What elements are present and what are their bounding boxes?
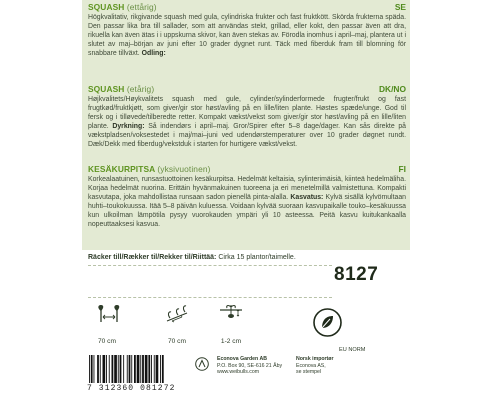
barcode-bar: [120, 355, 122, 383]
section-header: [88, 2, 406, 12]
divider: [88, 265, 332, 266]
language-code: DK/NO: [379, 84, 406, 94]
section-body: [88, 95, 406, 150]
section-text: Högkvalitativ, rikgivande squash med gula, cylindriska frukter och fast fruktkött. Skörda frukterna späda. Den passar lika bra till sallader, som att användas stekt, grillad, eller kokt, den passar även att dra, rikuella kan även ätas i i uppskurna skivor, kan även stekas av. Förodla inomhus i april–maj, plantera ut i slutet av maj–början av juni efter 10 grader dygnet runt. Täck med fiberduk fram till blomning för snabbare tillväxt.: [88, 14, 406, 58]
barcode-bar: [112, 355, 114, 383]
section-title: KESÄKURPITSA (yksivuotinen): [88, 164, 211, 174]
importer-note: se stempel: [296, 369, 322, 376]
section-title: SQUASH (ettårig): [88, 2, 157, 12]
section-header: [88, 164, 406, 174]
importer-name: Econova AS,: [296, 362, 326, 369]
section-title: SQUASH (etårig): [88, 84, 155, 94]
row-spacing-caption: 70 cm: [98, 338, 116, 345]
section-text: Korkealaatuinen, runsastuottoinen kesäkurpitsa. Hedelmät keltaisia, sylinterimäisiä, kiinteä hedelmäliha. Korjaa hedelmät nuorina. Erittäin hyvänmakuinen tuoreena ja eri menetelmillä valmistettuna. Kompakti kasvutapa, joka mahdollistaa runsaan sadon pienellä pinta-alalla.: [88, 176, 406, 202]
barcode-bar: [114, 355, 117, 383]
weibulls-logo: [195, 357, 209, 371]
barcode-bar: [156, 355, 159, 383]
row-spacing-icon: [96, 302, 122, 324]
section-fi: [88, 164, 406, 230]
section-se: [88, 2, 406, 58]
plant-count-row: [88, 254, 296, 261]
barcode-bar: [129, 355, 131, 383]
barcode-bar: [154, 355, 155, 383]
barcode-bar: [118, 355, 119, 383]
section-text: Så indendørs i april–maj. Gror/Spirer efter 5–8 dage/dager. Kan sås direkte på vækstpladsen/voksestedet i maj/mai–juni ved udendørstemperaturer over 10 grader døgnet rundt. Dæk/Dekk med fiberdug/vekstduk i starten for hurtigere vækst/vekst.: [88, 123, 406, 149]
barcode-bar: [127, 355, 128, 383]
section-keyword: Odling:: [141, 50, 166, 58]
product-code: 8127: [334, 264, 379, 285]
barcode-bar: [109, 355, 110, 383]
barcode-bar: [148, 355, 150, 383]
language-code: SE: [394, 2, 406, 12]
section-keyword: Dyrkning:: [112, 123, 145, 131]
barcode-bar: [123, 355, 124, 383]
language-code: FI: [398, 164, 406, 174]
barcode-bar: [137, 355, 140, 383]
barcode-bar: [134, 355, 136, 383]
company-web: www.weibulls.com: [217, 369, 260, 376]
plant-count-value: Cirka 15 plantor/taimelle.: [218, 254, 296, 261]
barcode-bar: [160, 355, 161, 383]
section-keyword: Kasvatus:: [290, 194, 324, 202]
barcode-bar: [103, 355, 106, 383]
company-name: Econova Garden AB: [217, 356, 267, 362]
barcode: [88, 355, 186, 383]
company-address: P.O. Box 90, SE-616 21 Åby: [217, 362, 283, 369]
compostable-icon: [313, 308, 342, 337]
sowing-depth-caption: 1-2 cm: [220, 338, 242, 345]
section-body: [88, 13, 406, 58]
barcode-bar: [145, 355, 148, 383]
section-dk-no: [88, 84, 406, 150]
section-text: Højkvalitets/Høykvalitets squash med gule, cylinder/sylinderformede frugter/frukt og fast frugtkød/fruktkjøtt, som giver/gir stor høst/avling på en lille/liten plante. Høstes spæde/unge. God til fersk og i tilløvede/tilberedte retter. Kompakt vækst/vekst som giver/gir stor høst/avling på en lille/liten plante.: [88, 96, 406, 131]
barcode-bar: [140, 355, 141, 383]
eu-norm-label: EU NORM: [339, 347, 366, 353]
company-info: [217, 356, 282, 376]
barcode-bar: [94, 355, 95, 383]
barcode-bar: [89, 355, 90, 383]
divider: [88, 297, 332, 298]
plant-spacing-icon: [164, 302, 190, 324]
sowing-depth-icon: [218, 302, 244, 324]
section-text: Kylvä sisällä kylvömultaan huhti–toukokuussa. Itää 5–8 päivän kuluessa. Voidaan kylvää suoraan kasvupaikalle touko–kesäkuussa kun ulkoilman lämpötila pysyy vuorokauden ympäri yli 10 asteessa. Peitä kasvu kuitukankaalla nopeuttaaksesi kasvua.: [88, 194, 406, 229]
plant-count-label: Räcker till/Rækker til/Rekker til/Riittää:: [88, 254, 217, 261]
importer-title: Norsk importør: [296, 356, 334, 362]
barcode-bar: [91, 355, 93, 383]
barcode-bar: [100, 355, 101, 383]
planting-icons: [90, 302, 260, 350]
plant-spacing-caption: 70 cm: [168, 338, 186, 345]
importer-info: [296, 356, 333, 376]
section-header: [88, 84, 406, 94]
barcode-bar: [162, 355, 164, 383]
barcode-bar: [131, 355, 132, 383]
barcode-bar: [106, 355, 107, 383]
section-body: [88, 175, 406, 230]
barcode-bar: [151, 355, 152, 383]
barcode-digits: 7 312360 081272: [87, 384, 176, 393]
barcode-bar: [142, 355, 144, 383]
barcode-bar: [97, 355, 99, 383]
